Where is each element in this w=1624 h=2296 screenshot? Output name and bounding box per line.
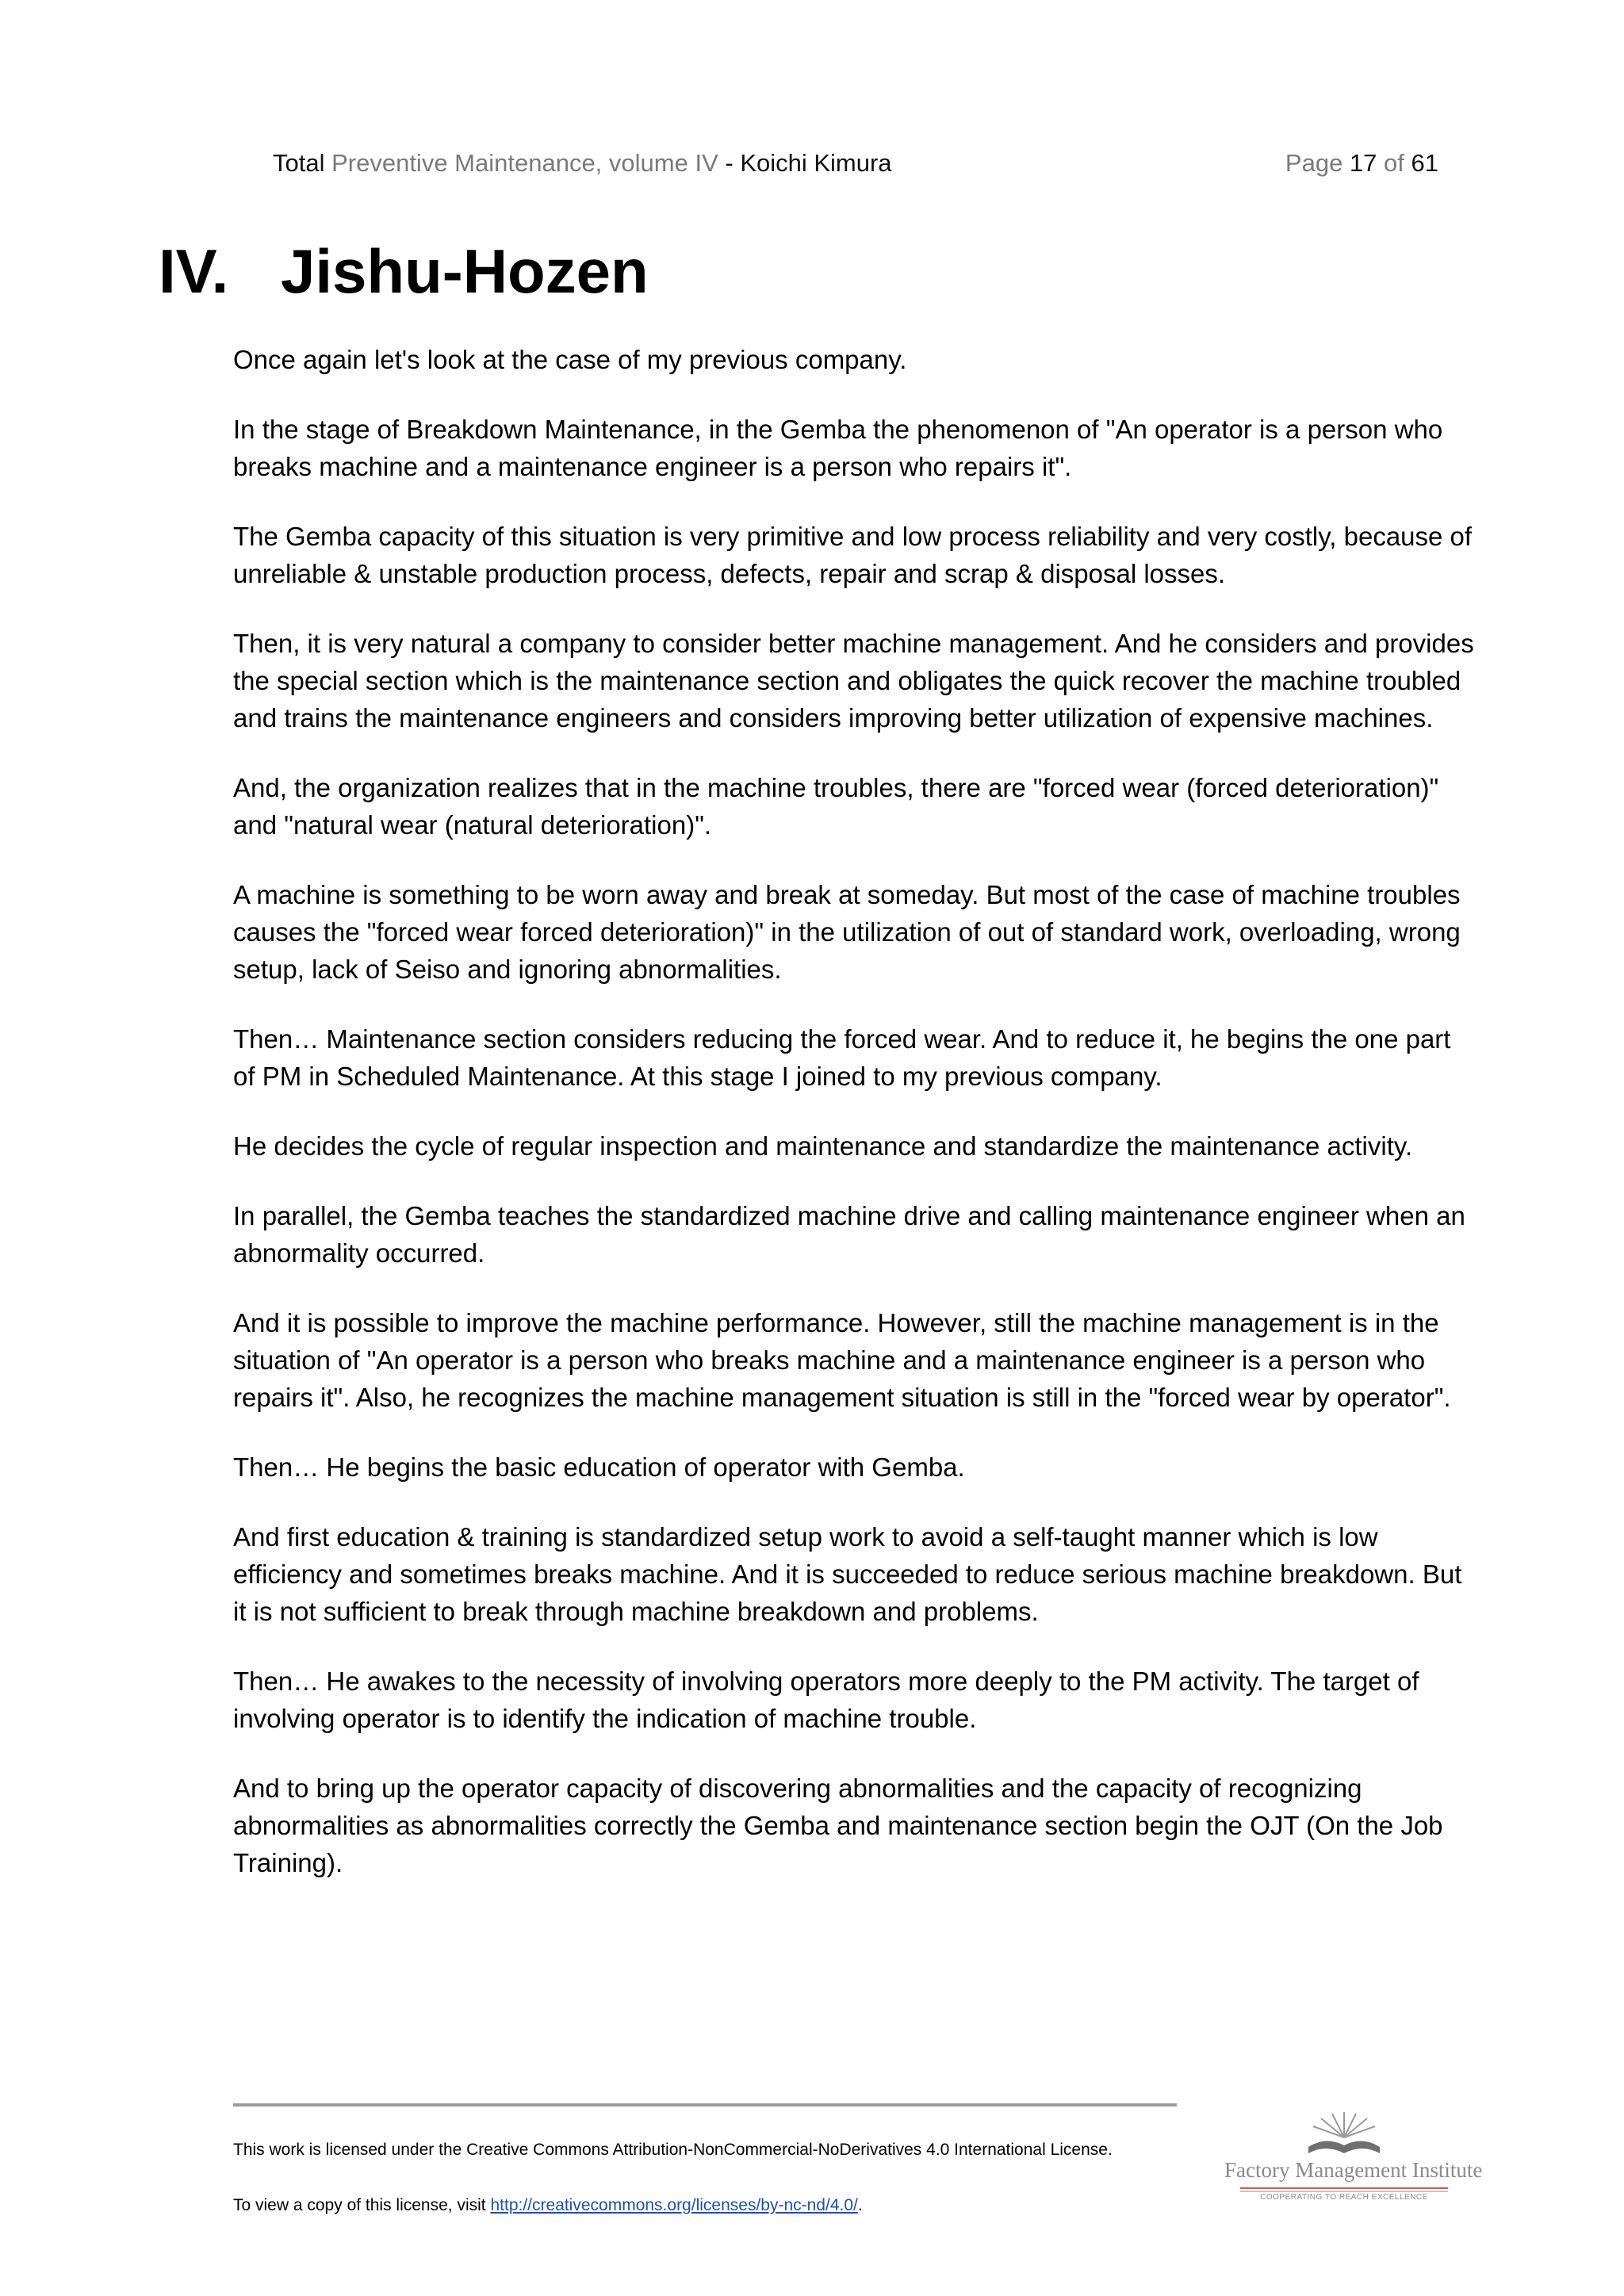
- paragraph: In parallel, the Gemba teaches the standardized machine drive and calling maintenance engineer when an abnormality occurred.: [233, 1201, 1465, 1268]
- chapter-title: Jishu-Hozen: [281, 236, 649, 306]
- author-name: Koichi Kimura: [740, 149, 892, 177]
- title-separator: -: [718, 149, 741, 177]
- of-word: of: [1377, 149, 1411, 177]
- page-number: [1285, 146, 1438, 181]
- paragraph: Then… Maintenance section considers reducing the forced wear. And to reduce it, he begins the one part of PM in Scheduled Maintenance. At this stage I joined to my previous company.: [233, 1024, 1451, 1091]
- paragraph: Then… He awakes to the necessity of involving operators more deeply to the PM activity. The target of involving operator is to identify the indication of machine trouble.: [233, 1667, 1419, 1733]
- license-link[interactable]: http://creativecommons.org/licenses/by-nc-nd/4.0/: [490, 2196, 858, 2214]
- chapter-number: IV.: [159, 236, 229, 306]
- body-text: [233, 341, 1478, 1914]
- footer-divider: [233, 2103, 1177, 2107]
- logo-tagline: COOPERATING TO REACH EXCELLENCE: [1260, 2193, 1428, 2202]
- paragraph: Then… He begins the basic education of operator with Gemba.: [233, 1452, 965, 1482]
- paragraph: And to bring up the operator capacity of discovering abnormalities and the capacity of recognizing abnormalities as abnormalities correctly the Gemba and maintenance section begin the OJT (On the Job Training).: [233, 1774, 1443, 1877]
- license-link-suffix: .: [857, 2196, 863, 2214]
- paragraph: A machine is something to be worn away and break at someday. But most of the case of machine troubles causes the "forced wear forced deterioration)" in the utilization of out of standard work, overloading, wrong setup, lack of Seiso and ignoring abnormalities.: [233, 880, 1461, 984]
- paragraph: Once again let's look at the case of my previous company.: [233, 345, 907, 374]
- total-pages: 61: [1411, 149, 1438, 177]
- license-statement: This work is licensed under the Creative Commons Attribution-NonCommercial-NoDerivatives 4.0 International License.: [233, 2141, 1113, 2159]
- institute-logo: [1221, 2106, 1483, 2209]
- paragraph: The Gemba capacity of this situation is very primitive and low process reliability and very costly, because of unreliable & unstable production process, defects, repair and scrap & disposal losses.: [233, 522, 1473, 588]
- page-header: [273, 146, 1438, 181]
- license-link-prefix: To view a copy of this license, visit: [233, 2196, 491, 2214]
- current-page: 17: [1349, 149, 1377, 177]
- logo-name: Factory Management Institute: [1224, 2158, 1483, 2182]
- chapter-heading: [159, 230, 649, 312]
- paragraph: In the stage of Breakdown Maintenance, in the Gemba the phenomenon of "An operator is a person who breaks machine and a maintenance engineer is a person who repairs it".: [233, 415, 1443, 481]
- paragraph: And first education & training is standardized setup work to avoid a self-taught manner which is low efficiency and sometimes breaks machine. And it is succeeded to reduce serious machine breakdown. But it is not sufficient to break through machine breakdown and problems.: [233, 1522, 1462, 1626]
- paragraph: Then, it is very natural a company to consider better machine management. And he considers and provides the special section which is the maintenance section and obligates the quick recover the machine troubled and trains the maintenance engineers and considers improving better utilization of expensive machines.: [233, 629, 1474, 733]
- license-link-line: [233, 2194, 863, 2218]
- paragraph: And, the organization realizes that in the machine troubles, there are "forced wear (forced deterioration)" and "natural wear (natural deterioration)".: [233, 773, 1439, 840]
- title-volume: Preventive Maintenance, volume IV: [324, 149, 718, 177]
- paragraph: He decides the cycle of regular inspection and maintenance and standardize the maintenance activity.: [233, 1131, 1413, 1161]
- document-title: [273, 146, 892, 181]
- title-word-total: Total: [273, 149, 325, 177]
- page-word: Page: [1285, 149, 1350, 177]
- paragraph: And it is possible to improve the machine performance. However, still the machine management is in the situation of "An operator is a person who breaks machine and a maintenance engineer is a person who repairs it". Also, he recognizes the machine management situation is still in the "forced wear by operator".: [233, 1308, 1451, 1412]
